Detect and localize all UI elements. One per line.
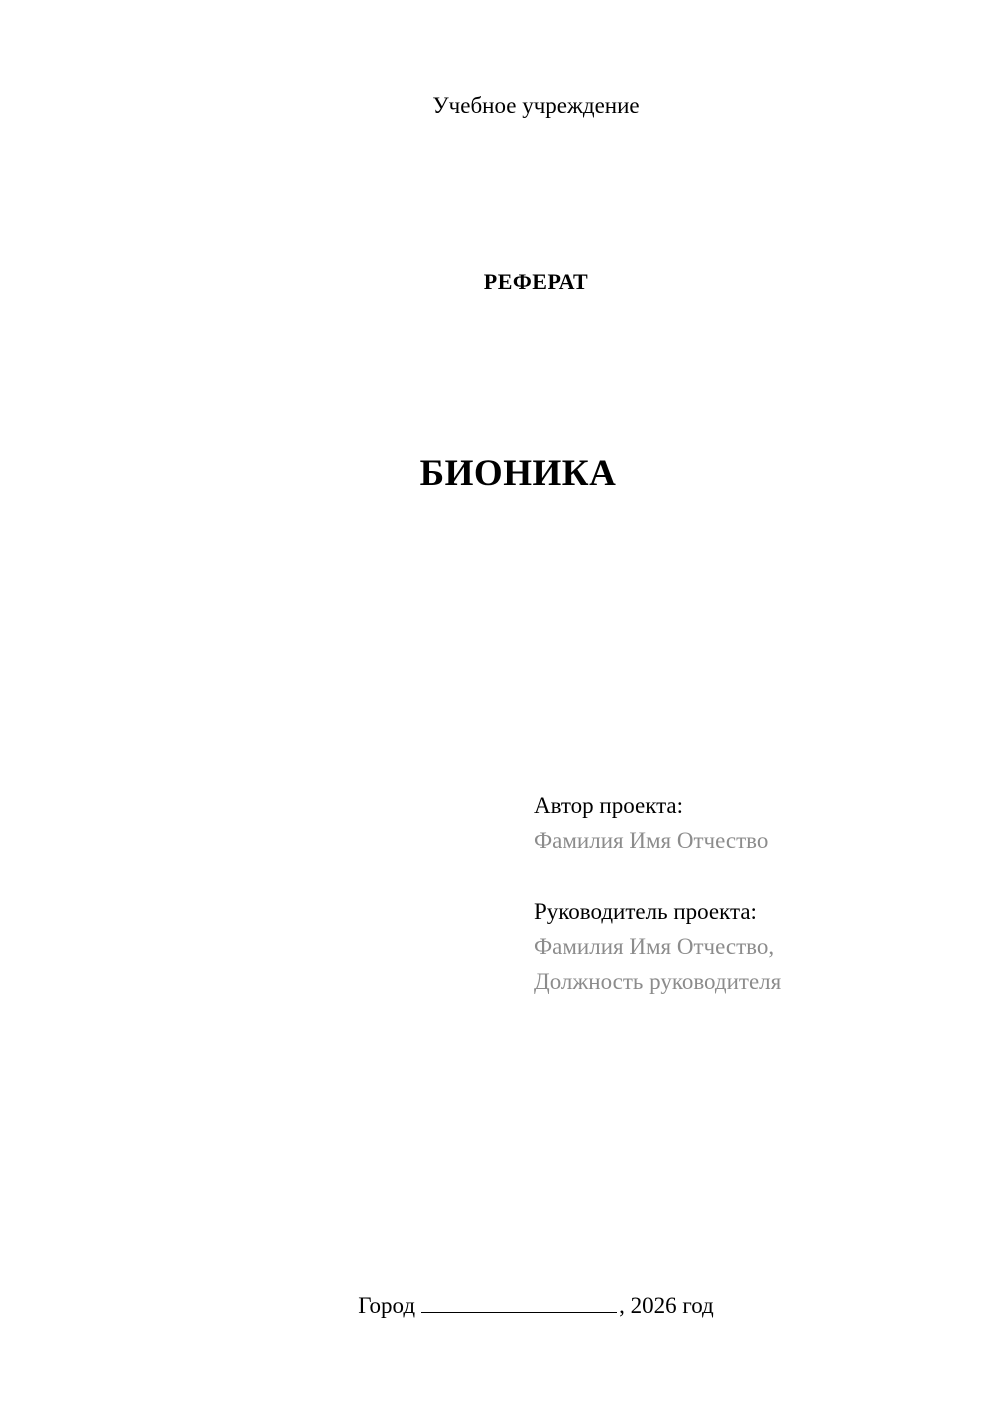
institution-name: Учебное учреждение: [432, 93, 640, 118]
supervisor-name: Фамилия Имя Отчество,: [534, 934, 775, 959]
city-year-line: [0, 1290, 1000, 1321]
document-type: РЕФЕРАТ: [483, 269, 589, 294]
supervisor-label: Руководитель проекта:: [534, 899, 757, 924]
author-name: Фамилия Имя Отчество: [534, 828, 769, 853]
credits-spacer: [534, 858, 974, 894]
author-label: Автор проекта:: [534, 793, 683, 818]
supervisor-position: Должность руководителя: [534, 969, 782, 994]
city-blank-underline: [421, 1290, 617, 1313]
city-label: Город: [358, 1293, 416, 1318]
year-text: , 2026 год: [619, 1293, 714, 1318]
credits-block: [534, 788, 974, 999]
document-title: БИОНИКА: [419, 453, 617, 494]
